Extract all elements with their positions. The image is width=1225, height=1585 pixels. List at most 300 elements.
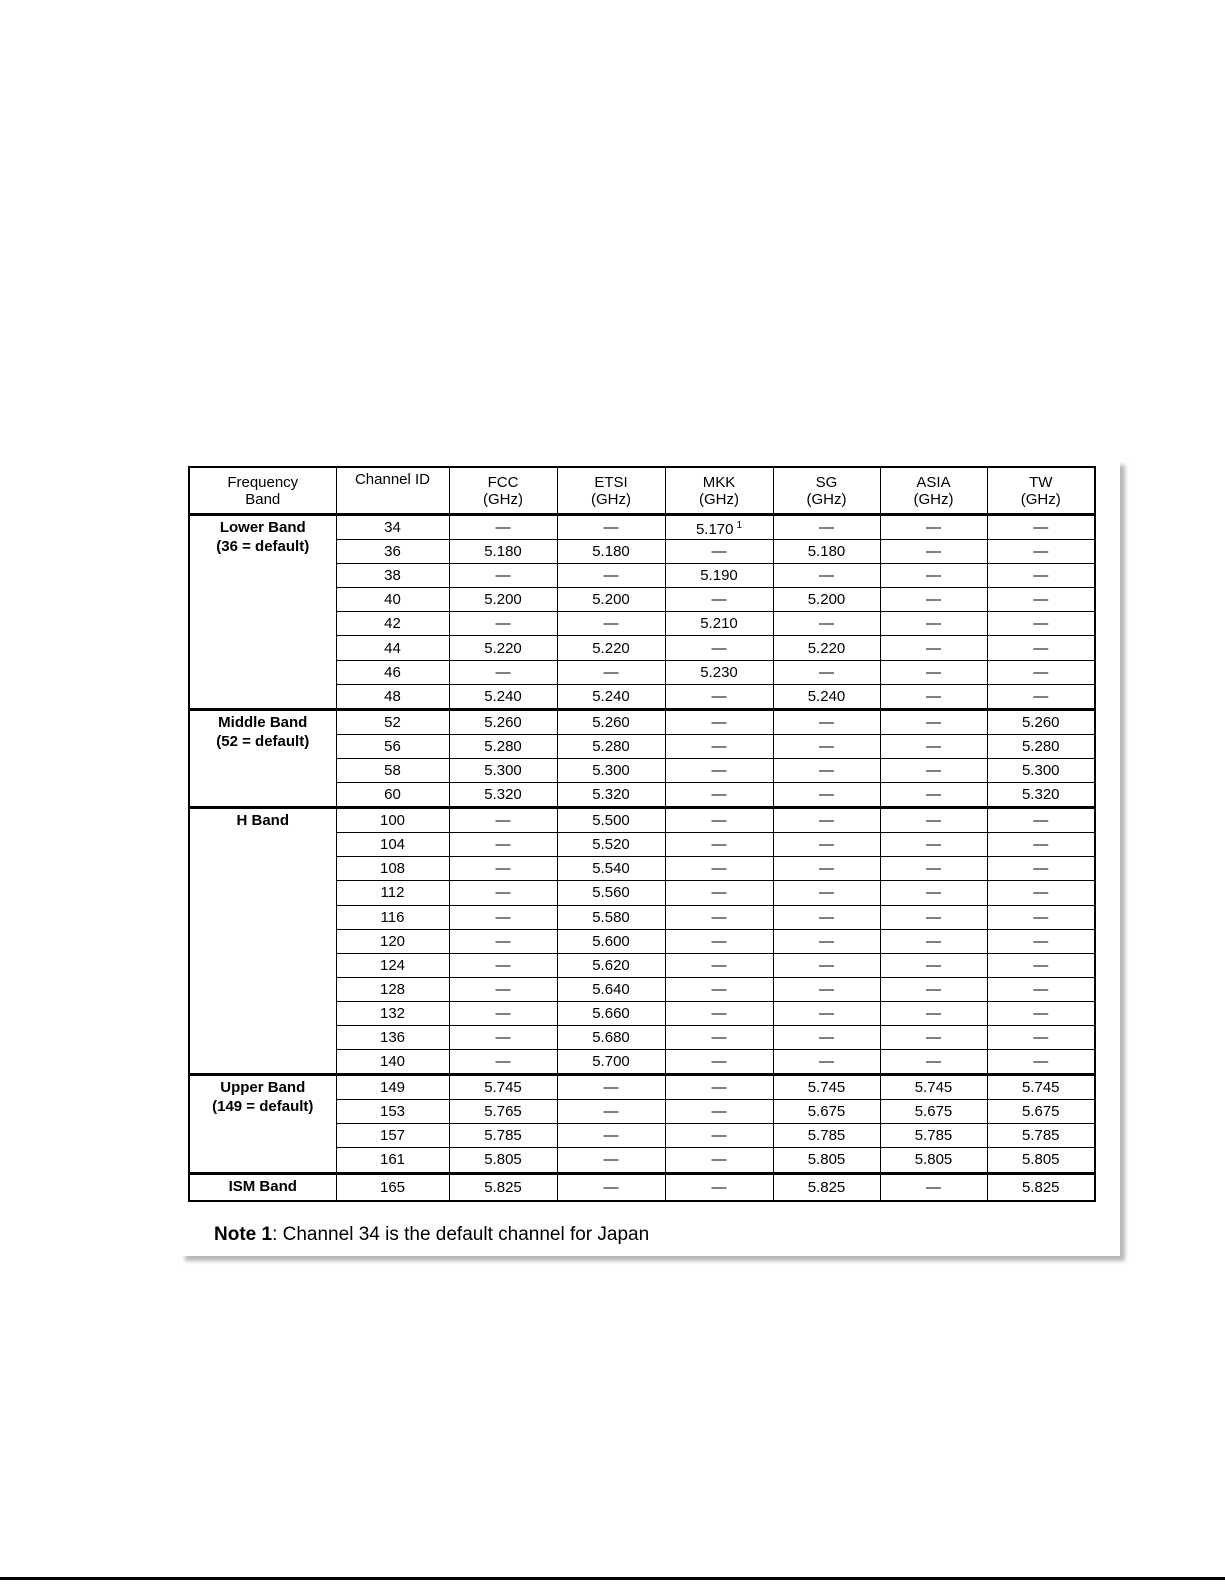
frequency-value: — <box>603 519 619 537</box>
frequency-value: 5.170 <box>695 521 734 539</box>
frequency-value: 5.520 <box>592 836 630 854</box>
frequency-value: — <box>819 519 834 537</box>
frequency-value: 5.180 <box>807 543 846 561</box>
mkk-frequency-cell <box>665 808 773 833</box>
sg-frequency-cell <box>773 905 880 929</box>
tw-frequency-cell <box>987 540 1095 564</box>
asia-frequency-cell <box>880 636 987 660</box>
asia-frequency-cell <box>880 1124 987 1148</box>
frequency-value: 5.640 <box>592 980 630 998</box>
etsi-frequency-cell <box>557 588 665 612</box>
channel-id-cell: 128 <box>336 977 449 1001</box>
etsi-frequency-cell <box>557 515 665 540</box>
fcc-frequency-cell <box>449 612 557 636</box>
header-frequency-band: Frequency Band <box>189 467 336 515</box>
tw-frequency-cell <box>987 881 1095 905</box>
mkk-frequency-cell <box>665 1050 773 1075</box>
header-tw: TW (GHz) <box>987 467 1095 515</box>
frequency-value: 5.300 <box>592 761 630 779</box>
frequency-value: 5.240 <box>484 687 522 705</box>
frequency-value: — <box>819 860 834 878</box>
etsi-frequency-cell <box>557 1148 665 1173</box>
frequency-value: — <box>1033 860 1049 878</box>
etsi-frequency-cell <box>557 881 665 905</box>
frequency-value: — <box>926 615 941 633</box>
mkk-frequency-cell <box>665 953 773 977</box>
table-body <box>189 515 1095 1201</box>
sg-frequency-cell <box>773 588 880 612</box>
channel-id-cell: 40 <box>336 588 449 612</box>
channel-id-cell: 136 <box>336 1025 449 1049</box>
asia-frequency-cell <box>880 734 987 758</box>
frequency-value: — <box>711 836 727 854</box>
frequency-value: 5.220 <box>807 639 846 657</box>
sg-frequency-cell <box>773 953 880 977</box>
sg-frequency-cell <box>773 977 880 1001</box>
frequency-value: 5.700 <box>592 1053 630 1071</box>
frequency-value: 5.240 <box>592 687 630 705</box>
channel-id-cell: 56 <box>336 734 449 758</box>
frequency-value: — <box>711 591 727 609</box>
etsi-frequency-cell <box>557 564 665 588</box>
frequency-value: — <box>819 786 834 804</box>
frequency-value: — <box>711 1178 727 1196</box>
table-row <box>189 1173 1095 1201</box>
tw-frequency-cell <box>987 833 1095 857</box>
frequency-value: 5.745 <box>807 1079 846 1097</box>
tw-frequency-cell <box>987 1124 1095 1148</box>
frequency-value: — <box>711 1103 727 1121</box>
frequency-value: — <box>1033 615 1049 633</box>
fcc-frequency-cell <box>449 709 557 734</box>
frequency-value: — <box>926 687 941 705</box>
asia-frequency-cell <box>880 929 987 953</box>
frequency-value: 5.825 <box>484 1178 522 1196</box>
etsi-frequency-cell <box>557 1050 665 1075</box>
frequency-value: 5.200 <box>592 591 630 609</box>
frequency-value: — <box>495 519 511 537</box>
channel-id-cell: 140 <box>336 1050 449 1075</box>
frequency-value: — <box>495 908 511 926</box>
mkk-frequency-cell <box>665 564 773 588</box>
etsi-frequency-cell <box>557 929 665 953</box>
etsi-frequency-cell <box>557 1025 665 1049</box>
fcc-frequency-cell <box>449 953 557 977</box>
fcc-frequency-cell <box>449 1173 557 1201</box>
mkk-frequency-cell <box>665 1001 773 1025</box>
frequency-value: — <box>926 884 941 902</box>
tw-frequency-cell <box>987 588 1095 612</box>
frequency-value: — <box>711 639 727 657</box>
frequency-value: — <box>603 615 619 633</box>
etsi-frequency-cell <box>557 734 665 758</box>
fcc-frequency-cell <box>449 758 557 782</box>
fcc-frequency-cell <box>449 636 557 660</box>
sg-frequency-cell <box>773 783 880 808</box>
frequency-value: — <box>603 1103 619 1121</box>
channel-id-cell: 58 <box>336 758 449 782</box>
band-name: Lower Band <box>219 519 306 536</box>
frequency-value: — <box>1033 687 1049 705</box>
frequency-value: 5.320 <box>1021 786 1060 804</box>
frequency-band-cell <box>189 808 336 1075</box>
etsi-frequency-cell <box>557 1124 665 1148</box>
tw-frequency-cell <box>987 660 1095 684</box>
frequency-value: 5.260 <box>1021 713 1060 731</box>
etsi-frequency-cell <box>557 977 665 1001</box>
frequency-value: 5.805 <box>807 1151 846 1169</box>
sg-frequency-cell <box>773 612 880 636</box>
tw-frequency-cell <box>987 905 1095 929</box>
fcc-frequency-cell <box>449 929 557 953</box>
frequency-value: — <box>603 1127 619 1145</box>
frequency-value: — <box>711 687 727 705</box>
frequency-band-cell <box>189 1075 336 1173</box>
frequency-value: — <box>819 663 834 681</box>
fcc-frequency-cell <box>449 1124 557 1148</box>
band-default-note: (149 = default) <box>212 1098 314 1116</box>
channel-id-cell: 153 <box>336 1100 449 1124</box>
sg-frequency-cell <box>773 684 880 709</box>
frequency-value: — <box>603 567 619 585</box>
frequency-value: — <box>711 1079 727 1097</box>
frequency-value: — <box>819 884 834 902</box>
frequency-value: 5.260 <box>484 713 522 731</box>
asia-frequency-cell <box>880 1173 987 1201</box>
frequency-value: 5.260 <box>592 713 630 731</box>
frequency-value: — <box>495 567 511 585</box>
frequency-value: 5.180 <box>592 543 630 561</box>
sg-frequency-cell <box>773 709 880 734</box>
frequency-value: — <box>819 1053 834 1071</box>
frequency-value: — <box>926 1029 941 1047</box>
frequency-value: — <box>711 884 727 902</box>
etsi-frequency-cell <box>557 540 665 564</box>
frequency-value: — <box>1033 932 1049 950</box>
frequency-value: 5.680 <box>592 1029 630 1047</box>
frequency-value: 5.805 <box>1021 1151 1060 1169</box>
frequency-value: — <box>926 543 941 561</box>
frequency-value: — <box>1033 812 1049 830</box>
sg-frequency-cell <box>773 929 880 953</box>
frequency-value: — <box>1033 1029 1049 1047</box>
sg-frequency-cell <box>773 540 880 564</box>
channel-id-cell: 100 <box>336 808 449 833</box>
asia-frequency-cell <box>880 588 987 612</box>
sg-frequency-cell <box>773 881 880 905</box>
asia-frequency-cell <box>880 857 987 881</box>
band-name: Upper Band <box>220 1079 306 1097</box>
fcc-frequency-cell <box>449 1148 557 1173</box>
header-fcc: FCC (GHz) <box>449 467 557 515</box>
channel-id-cell: 108 <box>336 857 449 881</box>
mkk-frequency-cell <box>665 977 773 1001</box>
frequency-value: 5.280 <box>1021 737 1060 755</box>
asia-frequency-cell <box>880 833 987 857</box>
tw-frequency-cell <box>987 684 1095 709</box>
channel-id-cell: 60 <box>336 783 449 808</box>
frequency-value: 5.745 <box>914 1079 953 1097</box>
asia-frequency-cell <box>880 684 987 709</box>
frequency-value: — <box>711 713 727 731</box>
frequency-value: — <box>926 519 941 537</box>
frequency-value: — <box>819 932 834 950</box>
frequency-value: 5.675 <box>1021 1103 1060 1121</box>
table-row <box>189 515 1095 540</box>
frequency-value: — <box>926 663 941 681</box>
frequency-value: — <box>926 956 941 974</box>
frequency-band-cell <box>189 709 336 807</box>
frequency-value: — <box>1033 663 1049 681</box>
tw-frequency-cell <box>987 857 1095 881</box>
frequency-value: — <box>1033 980 1049 998</box>
frequency-value: — <box>711 908 727 926</box>
footnote-text: : Channel 34 is the default channel for Japan <box>272 1224 650 1245</box>
frequency-value: 5.785 <box>914 1127 953 1145</box>
frequency-value: — <box>711 956 727 974</box>
etsi-frequency-cell <box>557 758 665 782</box>
sg-frequency-cell <box>773 1100 880 1124</box>
frequency-value: — <box>1033 1053 1049 1071</box>
frequency-value: — <box>1033 836 1049 854</box>
band-name: Middle Band <box>218 713 308 731</box>
frequency-value: 5.825 <box>1021 1178 1060 1196</box>
frequency-value: — <box>711 860 727 878</box>
frequency-value: 5.620 <box>592 956 630 974</box>
tw-frequency-cell <box>987 1075 1095 1100</box>
table-row <box>189 808 1095 833</box>
channel-id-cell: 36 <box>336 540 449 564</box>
frequency-value: — <box>1033 543 1049 561</box>
channel-id-cell: 120 <box>336 929 449 953</box>
fcc-frequency-cell <box>449 540 557 564</box>
frequency-value: — <box>711 980 727 998</box>
frequency-value: — <box>926 980 941 998</box>
frequency-value: — <box>495 884 511 902</box>
fcc-frequency-cell <box>449 857 557 881</box>
footnote-label: Note 1 <box>214 1224 273 1245</box>
frequency-value: — <box>926 1004 941 1022</box>
sg-frequency-cell <box>773 1050 880 1075</box>
frequency-value: — <box>711 786 727 804</box>
tw-frequency-cell <box>987 1025 1095 1049</box>
frequency-value: — <box>495 956 511 974</box>
frequency-value: — <box>819 836 834 854</box>
header-sg: SG (GHz) <box>773 467 880 515</box>
asia-frequency-cell <box>880 808 987 833</box>
etsi-frequency-cell <box>557 636 665 660</box>
frequency-value: — <box>1033 884 1049 902</box>
tw-frequency-cell <box>987 636 1095 660</box>
header-mkk: MKK (GHz) <box>665 467 773 515</box>
fcc-frequency-cell <box>449 1001 557 1025</box>
fcc-frequency-cell <box>449 734 557 758</box>
frequency-value: — <box>926 737 941 755</box>
tw-frequency-cell <box>987 1173 1095 1201</box>
tw-frequency-cell <box>987 709 1095 734</box>
band-name: ISM Band <box>228 1177 297 1195</box>
mkk-frequency-cell <box>665 734 773 758</box>
tw-frequency-cell <box>987 564 1095 588</box>
mkk-frequency-cell <box>665 709 773 734</box>
frequency-value: — <box>495 1029 511 1047</box>
frequency-value: 5.675 <box>914 1103 953 1121</box>
frequency-value: — <box>926 761 941 779</box>
channel-id-cell: 132 <box>336 1001 449 1025</box>
table-header-row <box>189 467 1095 515</box>
table-row <box>189 709 1095 734</box>
asia-frequency-cell <box>880 612 987 636</box>
frequency-value: — <box>711 543 727 561</box>
frequency-value: — <box>1033 908 1049 926</box>
sg-frequency-cell <box>773 1173 880 1201</box>
frequency-value: 5.280 <box>592 737 630 755</box>
frequency-value: — <box>711 1151 727 1169</box>
tw-frequency-cell <box>987 612 1095 636</box>
frequency-value: 5.675 <box>807 1103 846 1121</box>
header-channel-id: Channel ID <box>336 467 449 515</box>
mkk-frequency-cell <box>665 905 773 929</box>
frequency-value: 5.785 <box>484 1127 522 1145</box>
asia-frequency-cell <box>880 1050 987 1075</box>
frequency-value: 5.540 <box>592 860 630 878</box>
frequency-value: — <box>926 812 941 830</box>
frequency-value: 5.785 <box>1021 1127 1060 1145</box>
frequency-value: 5.240 <box>807 687 846 705</box>
tw-frequency-cell <box>987 734 1095 758</box>
frequency-value: 5.745 <box>1021 1079 1060 1097</box>
footnote <box>214 1224 649 1246</box>
channel-id-cell: 38 <box>336 564 449 588</box>
frequency-value: — <box>926 932 941 950</box>
band-default-note: (52 = default) <box>216 732 310 750</box>
frequency-value: 5.765 <box>484 1103 522 1121</box>
channel-id-cell: 34 <box>336 515 449 540</box>
frequency-value: 5.200 <box>807 591 846 609</box>
frequency-value: 5.220 <box>484 639 522 657</box>
etsi-frequency-cell <box>557 1100 665 1124</box>
frequency-value: — <box>603 1151 619 1169</box>
frequency-value: — <box>819 713 834 731</box>
asia-frequency-cell <box>880 515 987 540</box>
asia-frequency-cell <box>880 1025 987 1049</box>
frequency-value: — <box>819 1029 834 1047</box>
sg-frequency-cell <box>773 660 880 684</box>
tw-frequency-cell <box>987 1148 1095 1173</box>
frequency-value: — <box>819 980 834 998</box>
tw-frequency-cell <box>987 808 1095 833</box>
frequency-value: — <box>711 1004 727 1022</box>
asia-frequency-cell <box>880 540 987 564</box>
fcc-frequency-cell <box>449 833 557 857</box>
etsi-frequency-cell <box>557 1001 665 1025</box>
mkk-frequency-cell <box>665 612 773 636</box>
etsi-frequency-cell <box>557 857 665 881</box>
header-asia: ASIA (GHz) <box>880 467 987 515</box>
frequency-value: 5.300 <box>484 761 522 779</box>
mkk-frequency-cell <box>665 684 773 709</box>
frequency-value: 5.600 <box>592 932 630 950</box>
mkk-frequency-cell <box>665 1148 773 1173</box>
asia-frequency-cell <box>880 1100 987 1124</box>
frequency-value: 5.500 <box>592 812 630 830</box>
etsi-frequency-cell <box>557 783 665 808</box>
frequency-value: 5.785 <box>807 1127 846 1145</box>
sg-frequency-cell <box>773 1001 880 1025</box>
frequency-value: 5.300 <box>1021 761 1060 779</box>
frequency-value: — <box>926 1178 941 1196</box>
fcc-frequency-cell <box>449 977 557 1001</box>
band-name: H Band <box>236 812 289 830</box>
frequency-value: — <box>819 908 834 926</box>
channel-id-cell: 46 <box>336 660 449 684</box>
sg-frequency-cell <box>773 734 880 758</box>
etsi-frequency-cell <box>557 808 665 833</box>
frequency-value: 5.825 <box>807 1178 846 1196</box>
fcc-frequency-cell <box>449 783 557 808</box>
tw-frequency-cell <box>987 953 1095 977</box>
channel-id-cell: 157 <box>336 1124 449 1148</box>
frequency-value: 5.320 <box>484 786 522 804</box>
fcc-frequency-cell <box>449 515 557 540</box>
fcc-frequency-cell <box>449 1025 557 1049</box>
asia-frequency-cell <box>880 1148 987 1173</box>
channel-frequency-table <box>188 466 1096 1202</box>
frequency-value: — <box>1033 1004 1049 1022</box>
frequency-band-cell <box>189 515 336 710</box>
tw-frequency-cell <box>987 1001 1095 1025</box>
asia-frequency-cell <box>880 1001 987 1025</box>
frequency-value: — <box>495 812 511 830</box>
band-default-note: (36 = default) <box>216 538 310 555</box>
frequency-value: — <box>495 615 511 633</box>
tw-frequency-cell <box>987 515 1095 540</box>
tw-frequency-cell <box>987 758 1095 782</box>
fcc-frequency-cell <box>449 905 557 929</box>
channel-id-cell: 52 <box>336 709 449 734</box>
asia-frequency-cell <box>880 977 987 1001</box>
sg-frequency-cell <box>773 1025 880 1049</box>
frequency-value: — <box>926 786 941 804</box>
asia-frequency-cell <box>880 709 987 734</box>
channel-id-cell: 149 <box>336 1075 449 1100</box>
sg-frequency-cell <box>773 1124 880 1148</box>
frequency-value: — <box>819 956 834 974</box>
mkk-frequency-cell <box>665 1173 773 1201</box>
frequency-value: — <box>819 812 834 830</box>
sg-frequency-cell <box>773 833 880 857</box>
frequency-value: — <box>819 737 834 755</box>
fcc-frequency-cell <box>449 660 557 684</box>
frequency-value: 5.210 <box>700 615 738 633</box>
mkk-frequency-cell <box>665 1124 773 1148</box>
channel-id-cell: 124 <box>336 953 449 977</box>
sg-frequency-cell <box>773 857 880 881</box>
channel-id-cell: 48 <box>336 684 449 709</box>
fcc-frequency-cell <box>449 1050 557 1075</box>
frequency-value: — <box>495 1004 511 1022</box>
frequency-value: — <box>711 737 727 755</box>
etsi-frequency-cell <box>557 660 665 684</box>
sg-frequency-cell <box>773 1148 880 1173</box>
sg-frequency-cell <box>773 1075 880 1100</box>
channel-id-cell: 165 <box>336 1173 449 1201</box>
frequency-value: — <box>603 663 619 681</box>
fcc-frequency-cell <box>449 588 557 612</box>
channel-table-figure <box>180 460 1120 1256</box>
asia-frequency-cell <box>880 783 987 808</box>
etsi-frequency-cell <box>557 612 665 636</box>
